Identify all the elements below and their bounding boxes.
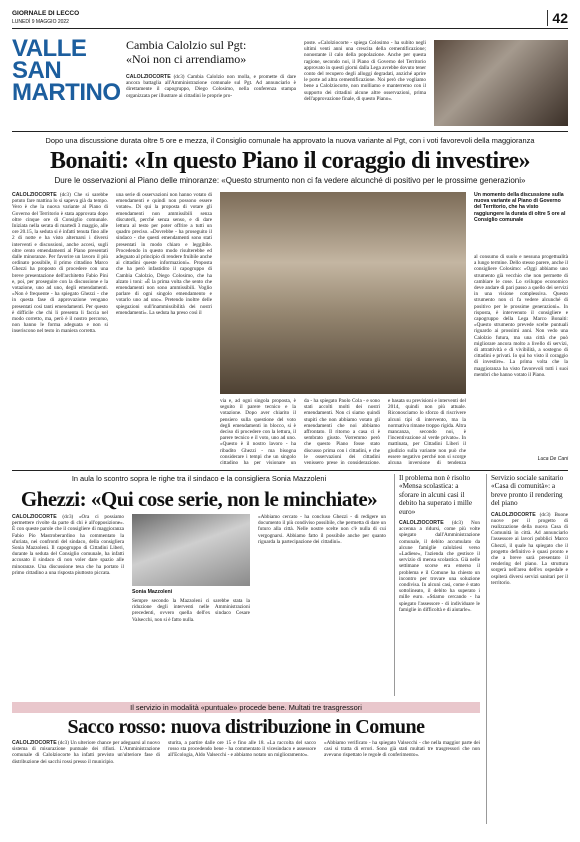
- main-deck: Dure le osservazioni al Piano delle minoranze: «Questo strumento non ci fa vedere alcunché di positivo per le prossime generazioni»: [54, 176, 526, 185]
- second-dateline: CALOLZIOCORTE: [12, 514, 57, 520]
- section-title: [12, 35, 121, 106]
- mazzoleni-caption: Sonia Mazzoleni: [132, 589, 173, 595]
- bottom-dateline: CALOLZIOCORTE: [12, 740, 57, 746]
- mensa-dateline: CALOLZIOCORTE: [399, 520, 444, 527]
- second-headline: Ghezzi: «Qui cose serie, non le minchiate»: [20, 487, 378, 511]
- main-right-col: al consumo di suolo e nessuna progettualità a lungo termine. Dello stesso parere, anche il consigliere Colosimo: «Oggi abbiamo uno strumento già vecchio che non permette di cambiare le cose. Lo sviluppo economico deve andare di pari passo a quello dei servizi in una visione complessiva. Questo strumento non ci fa vedere alcunché di positivo per le prossime generazioni». In risposta, è intervenuto il consigliere e capogruppo della Lega Marco Bonaiti: «Questo strumento prevede scelte puntuali riguardo ai prossimi anni. Non vedo una Calolzio futura, ma una città che può migliorare ancora molto a livello di servizi, di attrattività e di vivibilità, a sostegno di cittadini e privati. Io qui ho visto il coraggio di investire». La prima volta che la maggioranza ha visto favorevoli tutti i suoi membri che hanno votato il Piano.: [474, 254, 568, 378]
- mensa-text: (dc3) Non accenna a ridursi, come più volte spiegato dall'Amministrazione comunale, il debito accumulato da alcune famiglie calolziesi verso «Ladiese», l'azienda che gestisce il servizio di mensa scolastica. Già nelle settimane scorse era emerso il problema e il Comune ha chiesto un incontro per trovare una soluzione condivisa. In alcuni casi, come è stato sottolineato, il debito ha superato i mille euro. «Stiamo cercando - ha spiegato l'assessore - di individuare le famiglie in difficoltà e di aiutarle».: [399, 520, 480, 613]
- top-article-col-2: poste. «Calolziocorte - spiega Colosimo - ha subito negli ultimi venti anni una crescita della cementificazione; nonostante il calo della popolazione. Anche per questa ragione, secondo noi, il Piano di Governo del Territorio approvato in questi giorni dalla Lega avrebbe dovuto tener conto del recupero degli alloggi degradati, anziché aprire le porte ad altra cementificazione. Noi però che vogliamo bene a Calolziocorte, non molliamo e manterremo con il supporto dei cittadini alcune altre osservazioni, prima dell'approvazione finale, di questo Piano».: [304, 40, 426, 102]
- mensa-body: [399, 520, 480, 670]
- main-col-3: via e, ad ogni singola proposta, è seguito il parere tecnico e la votazione. Dopo aver chiarito il pensiero sulla questione del voto degli emendamenti in blocco, si è deciso di procedere con la lettura, il parere tecnico e il voto, uno ad uno. «Questo è il nostro lavoro - ha ribadito Ghezzi - ma bisogna considerare i tempi che un singolo cittadino ha per visionare un: [220, 398, 296, 466]
- mazzoleni-photo: [132, 514, 250, 586]
- dateline: CALOLZIOCORTE: [126, 74, 171, 80]
- bottom-col-1-text: (dc3) Un ulteriore chance per adeguarsi al nuovo sistema di misurazione puntuale dei rifiuti. L'Amministrazione comunale di Calolziocorte ha infatti previsto un'ulteriore fase di distribuzione dei sacchi rossi presso il municipio.: [12, 740, 160, 765]
- divider: [12, 470, 568, 471]
- top-article-col-1: [126, 74, 296, 126]
- photo-caption: Un momento della discussione sulla nuova variante al Piano di Governo del Territorio, che ha visto raggiungere la durata di oltre 5 ore al Consiglio comunale: [474, 192, 566, 223]
- bottom-kicker: Il servizio in modalità «puntuale» procede bene. Multati tre trasgressori: [12, 702, 480, 713]
- casa-comunita-body: [491, 512, 568, 792]
- issue-date: LUNEDÌ 9 MAGGIO 2022: [12, 19, 69, 25]
- main-headline: Bonaiti: «In questo Piano il coraggio di investire»: [49, 148, 531, 174]
- main-col-1: [12, 192, 108, 466]
- main-col-4: da - ha spiegato Paolo Cola - e sono stati accolti molti dei nostri emendamenti. Non ci siamo quindi stupiti che non abbiamo votato gli emendamenti che noi abbiamo affrontato. Il ritorno a casa ci è sembrato giusto. Vorremmo però che questo Piano fosse stato discusso prima con i cittadini, e che le osservazioni dei cittadini venissero prese in considerazione.: [304, 398, 380, 466]
- second-col-1-text: (dc3) «Ora ci possiamo permettere rivolte da parte di chi è all'opposizione». È con queste parole che il consigliere di maggioranza Fabio Pio Mastroberardino ha commentato la sfuriata, nei confronti del sindaco, della consigliera Sonia Mazzoleni. Il capogruppo di Cittadini Liberi, durante la seduta del Consiglio comunale, ha infatti accusato il sindaco di non voler dare spazio alle minoranze. Una discussione tesa che ha portato il primo cittadino a una risposta piuttosto piccata.: [12, 514, 124, 576]
- second-kicker: In aula lo scontro sopra le righe tra il sindaco e la consigliera Sonia Mazzoleni: [71, 474, 327, 483]
- main-kicker: Dopo una discussione durata oltre 5 ore e mezza, il Consiglio comunale ha approvato la nuova variante al Pgt, con i voti favorevoli della maggioranza: [45, 136, 535, 145]
- bottom-headline: Sacco rosso: nuova distribuzione in Comune: [67, 716, 425, 738]
- page-number: 42: [547, 10, 568, 26]
- casa-comunita-text: (dc3) Buone nuove per il progetto di realizzazione della nuova Casa di Comunità in città. Ad annunciarlo l'assessore ai lavori pubblici Marco Ghezzi, il quale ha spiegato che il progetto definitivo è quasi pronto e che a breve sarà presentato il rendering del piano. La struttura sorgerà nell'area dell'ex ospedale e ospiterà diversi servizi sanitari per il territorio.: [491, 511, 568, 586]
- section-line-3: MARTINO: [12, 79, 121, 106]
- main-col-2: una serie di osservazioni non hanno votato di emendamenti e quindi non possono essere votate». Di qui la proposta di votare gli emendamenti non ammissibili senza discuterli, perché senza senso, e di dare lettura al testo per poter offrire a tutti un quadro preciso. «Dovrebbe - ha proseguito il sindaco - che questi emendamenti sono stati presentati in modo chiaro e leggibile. Procedendo in questo modo risulterebbe ed adeguato al principio di rendere fruibile anche ai cittadini queste informazioni». Proposta che ha però infastidito il capogruppo di Cambia Calolzio, Diego Colosimo, che ha alzato i toni: «È la prima volta che sento che emendamenti non sono ammissibili. Voglio parlare di ogni singolo emendamento e votarlo uno ad uno». Pretendo inoltre delle spiegazioni sull'inammissibilità dei nostri emendamenti». La seduta ha preso così il: [116, 192, 212, 316]
- colosimo-photo: [434, 40, 568, 126]
- main-col-1-text: (dc3) Che si sarebbe potuto fare mattina lo si sapeva già da tempo. Vero è che la nuova variante al Piano di Governo del Territorio è stata approvata dopo oltre cinque ore di Consiglio comunale. Iniziata nella serata di martedì 3 maggio, alle ore 20.15, la seduta si è infatti tenuta fino alle 2 di notte e ha visto alternarsi i diversi interventi e discussioni, anche accesi, sugli oltre cento emendamenti al Piano presentati dalle minoranze. Per favorire un lavoro il più ordinato possibile, il primo cittadino Marco Ghezzi ha proposto di procedere con una breve presentazione dell'architetto Fabio Pini e, poi, per proseguire con la discussione e la votazione, uno ad uno, degli emendamenti. «Non è frequente - ha spiegato Ghezzi - che in questa fase di approvazione vengano presentati così tanti emendamenti. Per questo è difficile che chi li presenta li faccia nel modo corretto, ma, però è il nostro percorso, non hanno le forma adeguata e non si inseriscono nel testo in maniera corretta.: [12, 192, 108, 335]
- bottom-col-2: sturita, a partire dalle ore 15 e fino alle 18. «La raccolta del sacco rosso sta procedendo bene - ha commentato il vicesindaco e assessore all'Ecologia, Aldo Valsecchi - e abbiamo notato un miglioramento».: [168, 740, 316, 759]
- second-col-2b: Sempre secondo la Mazzoleni ci sarebbe stata la riduzione degli interventi nelle Amministrazioni precedenti, ovvero quella dell'ex sindaco Cesare Valsecchi, non si è fatto nulla.: [132, 598, 250, 623]
- main-col-5: e basata su previsioni e interventi del 2014, quindi non più attuale. Riconosciamo lo sforzo di riscrivere alcuni tipi di intervento, ma la normativa rimane troppo rigida. Altra mancanza, secondo noi, è l'incentivazione al verde privato». In mattinata, per Cittadini Liberi il giudizio sulla variante non può che essere negativo perché non si scorge alcuna inversione di tendenza: [388, 398, 466, 466]
- top-article-headline: [126, 38, 296, 66]
- paper-name: GIORNALE DI LECCO: [12, 10, 80, 17]
- mensa-box: [394, 474, 480, 696]
- top-head-line-2: «Noi non ci arrendiamo»: [126, 52, 247, 66]
- divider: [12, 131, 568, 132]
- second-col-1: [12, 514, 124, 696]
- second-col-3: «Abbiamo cercato - ha concluso Ghezzi - di redigere un documento il più condiviso possibile, che permetta di dare un futuro alla città. Nelle nostre scelte non c'è nulla di cui vergognarsi. Abbiamo fatto il possibile anche per quanto riguarda la partecipazione dei cittadini».: [258, 514, 386, 545]
- masthead: [12, 8, 568, 29]
- top-article-text-1: (dc3) Cambia Calolzio non molla, e promette di dare ancora battaglia all'Amministrazione comunale sul Pgt. Ad annunciarlo è direttamente il capogruppo, Diego Colosimo, nella conferenza stampa organizzata per illustrare ai cittadini le proprie pro-: [126, 74, 296, 99]
- casa-comunita-headline: Servizio sociale sanitario «Casa di comunità»: a breve pronto il rendering del piano: [491, 474, 564, 508]
- casa-comunita-dateline: CALOLZIOCORTE: [491, 511, 536, 518]
- council-photo: [220, 192, 466, 394]
- section-line-1: VALLE: [12, 35, 87, 62]
- top-head-line-1: Cambia Calolzio sul Pgt:: [126, 38, 247, 52]
- casa-comunita-box: [486, 474, 568, 824]
- section-line-2: SAN: [12, 57, 62, 84]
- bottom-col-3: «Abbiamo verificato - ha spiegato Valsecchi - che nella maggior parte dei casi si tratta di errori. Sono già stati multati tre trasgressori che non avevano rispettato le regole di conferimento».: [324, 740, 480, 759]
- bottom-col-1: [12, 740, 160, 824]
- main-dateline: CALOLZIOCORTE: [12, 192, 57, 198]
- author-signature: Luca De Cani: [537, 456, 568, 462]
- mensa-headline: Il problema non è risolto «Mensa scolastica: a sforare in alcuni casi il debito ha superato i mille euro»: [399, 474, 473, 516]
